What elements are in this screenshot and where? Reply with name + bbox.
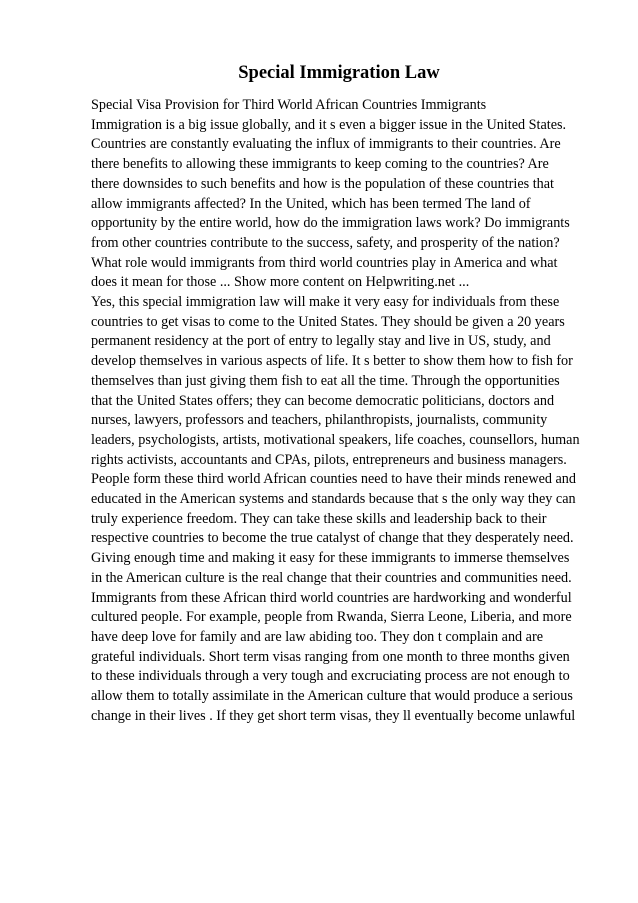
text-line: Immigrants from these African third world countries are hardworking and wonderful <box>91 589 572 606</box>
text-line: countries to get visas to come to the United States. They should be given a 20 years <box>91 313 565 330</box>
text-line: grateful individuals. Short term visas ranging from one month to three months given <box>91 648 570 665</box>
text-line: there benefits to allowing these immigrants to keep coming to the countries? Are <box>91 156 549 173</box>
text-line: Countries are constantly evaluating the influx of immigrants to their countries. Are <box>91 136 561 153</box>
text-line: Immigration is a big issue globally, and it s even a bigger issue in the United States. <box>91 116 567 133</box>
text-line: educated in the American systems and standards because that s the only way they can <box>91 491 576 508</box>
text-line: allow immigrants affected? In the United, which has been termed The land of <box>91 195 531 212</box>
body-text <box>91 96 601 727</box>
text-line: What role would immigrants from third world countries play in America and what <box>91 254 558 271</box>
text-line: leaders, psychologists, artists, motivational speakers, life coaches, counsellors, human <box>91 431 580 448</box>
text-line: nurses, lawyers, professors and teachers, philanthropists, journalists, community <box>91 412 548 429</box>
text-line: that the United States offers; they can become democratic politicians, doctors and <box>91 392 555 409</box>
text-line: allow them to totally assimilate in the American culture that would produce a serious <box>91 688 573 705</box>
text-line: Giving enough time and making it easy for these immigrants to immerse themselves <box>91 550 570 567</box>
text-line: respective countries to become the true catalyst of change that they desperately need. <box>91 530 574 547</box>
text-line: truly experience freedom. They can take these skills and leadership back to their <box>91 510 547 527</box>
text-line: develop themselves in various aspects of life. It s better to show them how to fish for <box>91 353 573 370</box>
text-line: themselves than just giving them fish to eat all the time. Through the opportunities <box>91 372 560 389</box>
text-line: from other countries contribute to the success, safety, and prosperity of the nation? <box>91 234 560 251</box>
text-line: in the American culture is the real change that their countries and communities need. <box>91 569 572 586</box>
text-line: Yes, this special immigration law will make it very easy for individuals from these <box>91 294 560 311</box>
text-line: permanent residency at the port of entry to legally stay and live in US, study, and <box>91 333 551 350</box>
text-line: opportunity by the entire world, how do the immigration laws work? Do immigrants <box>91 215 570 232</box>
text-line: have deep love for family and are law abiding too. They don t complain and are <box>91 628 544 645</box>
page-title: Special Immigration Law <box>238 63 440 83</box>
text-line: cultured people. For example, people from Rwanda, Sierra Leone, Liberia, and more <box>91 609 572 626</box>
text-line: People form these third world African counties need to have their minds renewed and <box>91 471 576 488</box>
text-line: does it mean for those ... Show more content on Helpwriting.net ... <box>91 274 470 291</box>
text-line: there downsides to such benefits and how is the population of these countries that <box>91 175 554 192</box>
text-line: rights activists, accountants and CPAs, pilots, entrepreneurs and business managers. <box>91 451 567 468</box>
text-line: Special Visa Provision for Third World African Countries Immigrants <box>91 97 487 113</box>
text-line: to these individuals through a very tough and excruciating process are not enough to <box>91 668 570 685</box>
text-line: change in their lives . If they get short term visas, they ll eventually become unlawful <box>91 707 576 724</box>
